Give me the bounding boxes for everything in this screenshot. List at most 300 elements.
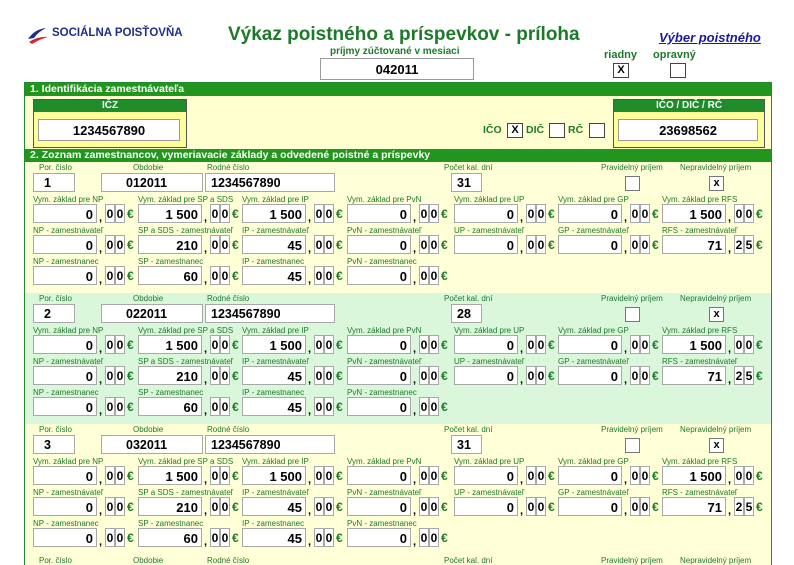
decimal-separator: , (413, 343, 417, 355)
amount-decimal-2-input[interactable]: 0 (220, 528, 230, 547)
amount-decimal-2-input[interactable]: 0 (115, 335, 125, 354)
amount-decimal-1-input[interactable]: 0 (526, 204, 536, 223)
amount-decimal-2-input[interactable]: 0 (324, 397, 334, 416)
euro-icon: € (232, 500, 239, 514)
rodne-input[interactable]: 1234567890 (205, 435, 335, 454)
amount-decimal-2-input[interactable]: 0 (324, 235, 334, 254)
zamestnavatel-field (454, 497, 556, 516)
decimal-separator: , (99, 536, 103, 548)
amount-decimal-1-input[interactable]: 0 (314, 528, 324, 547)
euro-icon: € (336, 400, 343, 414)
amount-integer-input[interactable]: 0 (347, 266, 411, 285)
vym-zaklad-label: Vym. základ pre UP (454, 326, 525, 335)
euro-icon: € (441, 269, 448, 283)
amount-integer-input[interactable]: 1 500 (662, 204, 726, 223)
vym-zaklad-label: Vym. základ pre RFS (662, 457, 738, 466)
amount-integer-input[interactable]: 210 (138, 497, 202, 516)
vym-zaklad-label: Vym. základ pre IP (242, 457, 309, 466)
zamestnanec-label: PvN - zamestnanec (347, 257, 417, 266)
amount-integer-input[interactable]: 60 (138, 528, 202, 547)
amount-decimal-1-input[interactable]: 0 (314, 235, 324, 254)
amount-decimal-2-input[interactable]: 0 (220, 266, 230, 285)
euro-icon: € (336, 269, 343, 283)
obdobie-input[interactable]: 022011 (101, 304, 203, 323)
amount-integer-input[interactable]: 0 (347, 497, 411, 516)
amount-decimal-1-input[interactable]: 0 (105, 528, 115, 547)
zamestnanec-label: SP - zamestnanec (138, 519, 204, 528)
decimal-separator: , (99, 243, 103, 255)
amount-decimal-2-input[interactable]: 0 (220, 335, 230, 354)
amount-integer-input[interactable]: 1 500 (662, 466, 726, 485)
vym-zaklad-field (558, 204, 660, 223)
zamestnavatel-label: GP - zamestnávateľ (558, 226, 629, 235)
zamestnavatel-field (138, 366, 240, 385)
amount-decimal-2-input[interactable]: 0 (640, 235, 650, 254)
period-input[interactable]: 042011 (320, 58, 474, 80)
amount-integer-input[interactable]: 0 (558, 497, 622, 516)
amount-integer-input[interactable]: 0 (347, 528, 411, 547)
amount-decimal-1-input[interactable]: 0 (105, 466, 115, 485)
euro-icon: € (652, 469, 659, 483)
rodne-input[interactable]: 1234567890 (205, 173, 335, 192)
por-input[interactable]: 2 (33, 304, 75, 323)
euro-icon: € (127, 269, 134, 283)
amount-decimal-1-input[interactable]: 0 (630, 204, 640, 223)
amount-decimal-1-input[interactable]: 0 (314, 204, 324, 223)
amount-decimal-1-input[interactable]: 0 (419, 266, 429, 285)
rodne-label: Rodné číslo (207, 294, 250, 303)
amount-integer-input[interactable]: 1 500 (138, 335, 202, 354)
logo (26, 26, 206, 48)
rc-checkbox[interactable] (589, 123, 605, 138)
zamestnanec-field (138, 266, 240, 285)
ico-dic-rc-input[interactable]: 23698562 (618, 119, 758, 141)
amount-decimal-2-input[interactable]: 0 (536, 366, 546, 385)
amount-decimal-1-input[interactable]: 0 (210, 235, 220, 254)
euro-icon: € (548, 469, 555, 483)
amount-integer-input[interactable]: 71 (662, 366, 726, 385)
decimal-separator: , (728, 474, 732, 486)
amount-integer-input[interactable]: 210 (138, 235, 202, 254)
amount-decimal-1-input[interactable]: 0 (314, 466, 324, 485)
amount-decimal-2-input[interactable]: 0 (115, 466, 125, 485)
decimal-separator: , (413, 405, 417, 417)
amount-decimal-2-input[interactable]: 0 (429, 204, 439, 223)
amount-integer-input[interactable]: 1 500 (138, 466, 202, 485)
amount-integer-input[interactable]: 0 (558, 335, 622, 354)
amount-integer-input[interactable]: 0 (33, 397, 97, 416)
zamestnanec-field (242, 397, 344, 416)
amount-integer-input[interactable]: 0 (347, 366, 411, 385)
decimal-separator: , (413, 212, 417, 224)
amount-integer-input[interactable]: 45 (242, 366, 306, 385)
obdobie-label: Obdobie (133, 425, 164, 434)
amount-integer-input[interactable]: 0 (33, 366, 97, 385)
amount-decimal-2-input[interactable]: 0 (324, 204, 334, 223)
euro-icon: € (441, 469, 448, 483)
amount-decimal-1-input[interactable]: 0 (630, 235, 640, 254)
vym-zaklad-field (347, 204, 449, 223)
amount-decimal-1-input[interactable]: 0 (105, 335, 115, 354)
zamestnanec-label: SP - zamestnanec (138, 257, 204, 266)
logo-swoosh-icon (26, 26, 50, 46)
amount-decimal-1-input[interactable]: 0 (526, 235, 536, 254)
amount-decimal-2-input[interactable]: 0 (640, 335, 650, 354)
amount-decimal-2-input[interactable]: 0 (220, 235, 230, 254)
pocet-label: Počet kal. dní (444, 425, 493, 434)
amount-decimal-1-input[interactable]: 0 (526, 466, 536, 485)
amount-integer-input[interactable]: 0 (33, 335, 97, 354)
amount-integer-input[interactable]: 0 (347, 335, 411, 354)
pravidelny-checkbox[interactable] (625, 176, 640, 191)
rodne-label: Rodné číslo (207, 556, 250, 565)
amount-decimal-1-input[interactable]: 0 (105, 266, 115, 285)
amount-decimal-2-input[interactable]: 0 (429, 235, 439, 254)
euro-icon: € (441, 500, 448, 514)
amount-decimal-1-input[interactable]: 0 (210, 366, 220, 385)
amount-decimal-1-input[interactable]: 0 (105, 204, 115, 223)
riadny-checkbox[interactable]: X (613, 63, 629, 78)
zamestnavatel-field (347, 235, 449, 254)
amount-decimal-2-input[interactable]: 0 (220, 466, 230, 485)
amount-integer-input[interactable]: 45 (242, 528, 306, 547)
amount-decimal-1-input[interactable]: 0 (526, 335, 536, 354)
vym-zaklad-label: Vym. základ pre UP (454, 195, 525, 204)
amount-decimal-2-input[interactable]: 0 (115, 366, 125, 385)
amount-decimal-2-input[interactable]: 0 (324, 335, 334, 354)
amount-integer-input[interactable]: 0 (558, 204, 622, 223)
amount-decimal-2-input[interactable]: 0 (115, 235, 125, 254)
amount-integer-input[interactable]: 0 (454, 466, 518, 485)
amount-decimal-2-input[interactable]: 0 (640, 204, 650, 223)
amount-decimal-2-input[interactable]: 0 (536, 497, 546, 516)
amount-integer-input[interactable]: 1 500 (242, 204, 306, 223)
amount-decimal-2-input[interactable]: 0 (115, 204, 125, 223)
amount-decimal-1-input[interactable]: 0 (630, 466, 640, 485)
amount-integer-input[interactable]: 0 (347, 204, 411, 223)
por-input[interactable]: 3 (33, 435, 75, 454)
vym-zaklad-field (662, 335, 764, 354)
amount-decimal-1-input[interactable]: 0 (314, 266, 324, 285)
amount-integer-input[interactable]: 1 500 (138, 204, 202, 223)
euro-icon: € (652, 338, 659, 352)
amount-decimal-1-input[interactable]: 2 (734, 366, 744, 385)
decimal-separator: , (99, 374, 103, 386)
amount-integer-input[interactable]: 0 (558, 235, 622, 254)
obdobie-input[interactable]: 032011 (101, 435, 203, 454)
decimal-separator: , (413, 474, 417, 486)
amount-decimal-1-input[interactable]: 0 (210, 528, 220, 547)
ico-dic-rc-block (613, 99, 765, 148)
amount-decimal-1-input[interactable]: 0 (734, 335, 744, 354)
amount-decimal-2-input[interactable]: 0 (536, 235, 546, 254)
amount-integer-input[interactable]: 0 (33, 266, 97, 285)
decimal-separator: , (624, 212, 628, 224)
vym-zaklad-field (138, 335, 240, 354)
zamestnavatel-label: RFS - zamestnávateľ (662, 488, 738, 497)
obdobie-label: Obdobie (133, 556, 164, 565)
vym-zaklad-label: Vym. základ pre GP (558, 457, 629, 466)
rodne-label: Rodné číslo (207, 163, 250, 172)
rodne-input[interactable]: 1234567890 (205, 304, 335, 323)
amount-decimal-1-input[interactable]: 0 (419, 366, 429, 385)
section-2-heading: 2. Zoznam zamestnancov, vymeriavacie základy a odvedené poistné a príspevky (25, 149, 771, 162)
obdobie-label: Obdobie (133, 294, 164, 303)
decimal-separator: , (308, 536, 312, 548)
amount-decimal-1-input[interactable]: 0 (419, 497, 429, 516)
zamestnavatel-label: NP - zamestnávateľ (33, 357, 104, 366)
vym-zaklad-field (347, 335, 449, 354)
amount-integer-input[interactable]: 0 (33, 235, 97, 254)
amount-decimal-1-input[interactable]: 0 (630, 497, 640, 516)
amount-decimal-1-input[interactable]: 0 (210, 266, 220, 285)
vym-zaklad-field (138, 204, 240, 223)
amount-integer-input[interactable]: 0 (347, 466, 411, 485)
amount-decimal-1-input[interactable]: 0 (526, 497, 536, 516)
amount-decimal-2-input[interactable]: 0 (324, 466, 334, 485)
amount-integer-input[interactable]: 0 (454, 335, 518, 354)
amount-decimal-2-input[interactable]: 0 (640, 466, 650, 485)
decimal-separator: , (520, 343, 524, 355)
amount-integer-input[interactable]: 1 500 (662, 335, 726, 354)
amount-decimal-1-input[interactable]: 0 (210, 466, 220, 485)
amount-decimal-1-input[interactable]: 0 (630, 335, 640, 354)
amount-integer-input[interactable]: 45 (242, 397, 306, 416)
amount-decimal-1-input[interactable]: 0 (314, 335, 324, 354)
decimal-separator: , (520, 505, 524, 517)
zamestnavatel-label: SP a SDS - zamestnávateľ (138, 488, 234, 497)
nepravidelny-checkbox[interactable]: x (709, 438, 724, 453)
amount-decimal-1-input[interactable]: 0 (105, 235, 115, 254)
amount-decimal-1-input[interactable]: 2 (734, 497, 744, 516)
decimal-separator: , (99, 474, 103, 486)
amount-decimal-2-input[interactable]: 0 (536, 466, 546, 485)
amount-decimal-2-input[interactable]: 0 (429, 366, 439, 385)
vym-zaklad-field (662, 466, 764, 485)
amount-decimal-2-input[interactable]: 5 (744, 235, 754, 254)
amount-decimal-2-input[interactable]: 0 (220, 204, 230, 223)
euro-icon: € (232, 207, 239, 221)
amount-integer-input[interactable]: 0 (33, 466, 97, 485)
amount-decimal-1-input[interactable]: 0 (734, 466, 744, 485)
nepravidelny-checkbox[interactable]: x (709, 307, 724, 322)
amount-decimal-1-input[interactable]: 0 (105, 366, 115, 385)
amount-integer-input[interactable]: 0 (347, 235, 411, 254)
amount-decimal-1-input[interactable]: 0 (526, 366, 536, 385)
vym-zaklad-field (454, 204, 556, 223)
icz-block (33, 99, 187, 148)
amount-decimal-2-input[interactable]: 5 (744, 366, 754, 385)
amount-decimal-2-input[interactable]: 0 (429, 497, 439, 516)
decimal-separator: , (308, 405, 312, 417)
euro-icon: € (441, 338, 448, 352)
decimal-separator: , (520, 374, 524, 386)
zamestnanec-field (242, 528, 344, 547)
amount-decimal-1-input[interactable]: 0 (419, 204, 429, 223)
amount-decimal-2-input[interactable]: 0 (744, 204, 754, 223)
amount-decimal-2-input[interactable]: 0 (115, 266, 125, 285)
zamestnavatel-label: PvN - zamestnávateľ (347, 226, 422, 235)
por-label: Por. číslo (39, 425, 72, 434)
amount-decimal-1-input[interactable]: 0 (210, 497, 220, 516)
pocet-input[interactable]: 31 (451, 435, 482, 454)
amount-decimal-1-input[interactable]: 0 (210, 397, 220, 416)
ico-checkbox[interactable]: X (507, 123, 523, 138)
zamestnavatel-label: IP - zamestnávateľ (242, 357, 309, 366)
vym-zaklad-field (33, 466, 135, 485)
amount-integer-input[interactable]: 60 (138, 266, 202, 285)
amount-integer-input[interactable]: 0 (33, 528, 97, 547)
amount-decimal-1-input[interactable]: 0 (210, 335, 220, 354)
amount-integer-input[interactable]: 45 (242, 497, 306, 516)
decimal-separator: , (413, 505, 417, 517)
amount-decimal-2-input[interactable]: 0 (429, 397, 439, 416)
amount-decimal-2-input[interactable]: 5 (744, 497, 754, 516)
pravidelny-label: Pravidelný príjem (601, 163, 663, 172)
amount-integer-input[interactable]: 0 (558, 466, 622, 485)
zamestnanec-field (33, 266, 135, 285)
amount-integer-input[interactable]: 1 500 (242, 335, 306, 354)
amount-decimal-1-input[interactable]: 0 (419, 235, 429, 254)
por-input[interactable]: 1 (33, 173, 75, 192)
zamestnavatel-label: RFS - zamestnávateľ (662, 357, 738, 366)
amount-decimal-2-input[interactable]: 0 (536, 204, 546, 223)
vym-zaklad-label: Vym. základ pre NP (33, 457, 104, 466)
amount-decimal-2-input[interactable]: 0 (640, 497, 650, 516)
amount-decimal-2-input[interactable]: 0 (324, 266, 334, 285)
pocet-input[interactable]: 31 (451, 173, 482, 192)
vym-zaklad-field (242, 335, 344, 354)
pravidelny-checkbox[interactable] (625, 438, 640, 453)
amount-decimal-2-input[interactable]: 0 (324, 497, 334, 516)
amount-decimal-2-input[interactable]: 0 (429, 528, 439, 547)
decimal-separator: , (308, 212, 312, 224)
pocet-input[interactable]: 28 (451, 304, 482, 323)
vym-zaklad-field (662, 204, 764, 223)
amount-decimal-1-input[interactable]: 0 (734, 204, 744, 223)
amount-decimal-2-input[interactable]: 0 (744, 335, 754, 354)
nepravidelny-checkbox[interactable]: x (709, 176, 724, 191)
amount-decimal-2-input[interactable]: 0 (640, 366, 650, 385)
amount-integer-input[interactable]: 0 (454, 235, 518, 254)
amount-integer-input[interactable]: 0 (33, 497, 97, 516)
opravny-checkbox[interactable] (670, 63, 686, 78)
amount-decimal-2-input[interactable]: 0 (115, 397, 125, 416)
amount-decimal-1-input[interactable]: 2 (734, 235, 744, 254)
euro-icon: € (756, 369, 763, 383)
amount-decimal-1-input[interactable]: 0 (314, 397, 324, 416)
decimal-separator: , (204, 212, 208, 224)
amount-decimal-2-input[interactable]: 0 (429, 335, 439, 354)
euro-icon: € (232, 338, 239, 352)
zamestnanec-label: NP - zamestnanec (33, 519, 99, 528)
amount-integer-input[interactable]: 0 (558, 366, 622, 385)
amount-integer-input[interactable]: 71 (662, 235, 726, 254)
amount-decimal-2-input[interactable]: 0 (115, 528, 125, 547)
zamestnavatel-field (662, 235, 764, 254)
amount-decimal-2-input[interactable]: 0 (220, 397, 230, 416)
amount-decimal-2-input[interactable]: 0 (536, 335, 546, 354)
pravidelny-label: Pravidelný príjem (601, 425, 663, 434)
amount-decimal-2-input[interactable]: 0 (429, 266, 439, 285)
vym-zaklad-label: Vym. základ pre NP (33, 326, 104, 335)
amount-decimal-1-input[interactable]: 0 (314, 366, 324, 385)
amount-integer-input[interactable]: 45 (242, 266, 306, 285)
amount-integer-input[interactable]: 60 (138, 397, 202, 416)
amount-decimal-2-input[interactable]: 0 (115, 497, 125, 516)
decimal-separator: , (99, 343, 103, 355)
amount-decimal-2-input[interactable]: 0 (324, 366, 334, 385)
euro-icon: € (756, 338, 763, 352)
icz-input[interactable]: 1234567890 (38, 119, 180, 141)
amount-integer-input[interactable]: 71 (662, 497, 726, 516)
euro-icon: € (756, 469, 763, 483)
euro-icon: € (548, 238, 555, 252)
amount-decimal-2-input[interactable]: 0 (220, 366, 230, 385)
amount-integer-input[interactable]: 0 (454, 497, 518, 516)
amount-decimal-1-input[interactable]: 0 (314, 497, 324, 516)
amount-integer-input[interactable]: 0 (347, 397, 411, 416)
euro-icon: € (232, 531, 239, 545)
amount-integer-input[interactable]: 210 (138, 366, 202, 385)
amount-integer-input[interactable]: 0 (33, 204, 97, 223)
decimal-separator: , (520, 474, 524, 486)
amount-decimal-1-input[interactable]: 0 (630, 366, 640, 385)
amount-decimal-2-input[interactable]: 0 (429, 466, 439, 485)
amount-decimal-2-input[interactable]: 0 (324, 528, 334, 547)
euro-icon: € (548, 338, 555, 352)
zamestnanec-field (33, 528, 135, 547)
dic-checkbox[interactable] (549, 123, 565, 138)
amount-decimal-2-input[interactable]: 0 (744, 466, 754, 485)
pravidelny-checkbox[interactable] (625, 307, 640, 322)
zamestnanec-field (347, 397, 449, 416)
euro-icon: € (441, 369, 448, 383)
vym-zaklad-field (558, 335, 660, 354)
euro-icon: € (127, 207, 134, 221)
zamestnavatel-field (558, 366, 660, 385)
amount-decimal-1-input[interactable]: 0 (419, 397, 429, 416)
euro-icon: € (548, 500, 555, 514)
amount-decimal-1-input[interactable]: 0 (105, 397, 115, 416)
vym-zaklad-field (33, 335, 135, 354)
euro-icon: € (127, 400, 134, 414)
vym-zaklad-field (454, 335, 556, 354)
amount-integer-input[interactable]: 0 (454, 366, 518, 385)
decimal-separator: , (99, 405, 103, 417)
select-contribution-link[interactable]: Výber poistného (659, 30, 761, 45)
amount-decimal-2-input[interactable]: 0 (220, 497, 230, 516)
amount-decimal-1-input[interactable]: 0 (419, 335, 429, 354)
amount-decimal-1-input[interactable]: 0 (419, 528, 429, 547)
vym-zaklad-label: Vym. základ pre SP a SDS (138, 326, 234, 335)
decimal-separator: , (624, 243, 628, 255)
euro-icon: € (756, 500, 763, 514)
amount-decimal-1-input[interactable]: 0 (105, 497, 115, 516)
vym-zaklad-label: Vym. základ pre IP (242, 326, 309, 335)
employer-identification (25, 96, 771, 149)
amount-integer-input[interactable]: 0 (454, 204, 518, 223)
amount-decimal-1-input[interactable]: 0 (210, 204, 220, 223)
amount-integer-input[interactable]: 45 (242, 235, 306, 254)
vym-zaklad-label: Vym. základ pre GP (558, 195, 629, 204)
amount-decimal-1-input[interactable]: 0 (419, 466, 429, 485)
obdobie-input[interactable]: 012011 (101, 173, 203, 192)
dic-label: DIČ (526, 124, 545, 136)
amount-integer-input[interactable]: 1 500 (242, 466, 306, 485)
decimal-separator: , (99, 505, 103, 517)
zamestnavatel-label: SP a SDS - zamestnávateľ (138, 357, 234, 366)
